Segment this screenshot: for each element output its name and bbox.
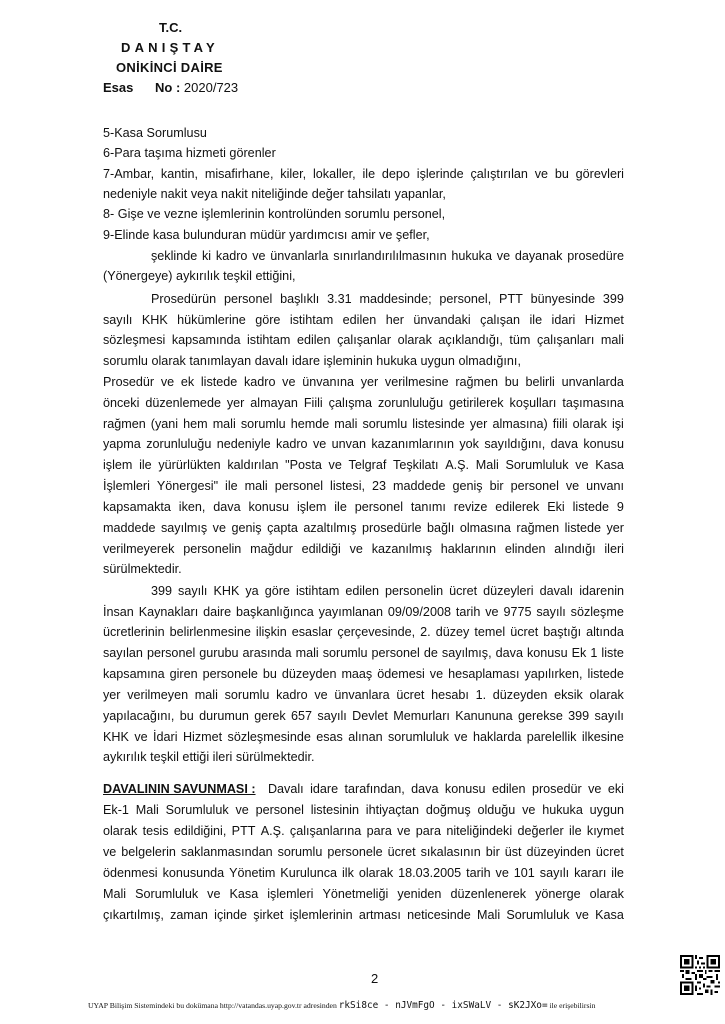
body-line: sorumlu olarak tanımlayan davalı idare işleminin hukuka uygun olmadığını, xyxy=(103,354,521,368)
header-court: DANIŞTAY xyxy=(121,40,219,55)
body-line: KHK ve İdari Hizmet sözleşmesinde esas alınan sorumluluk ve haklarda parelellik ilkesine xyxy=(103,730,624,744)
body-line: yer verilmeyen mali sorumlu kadro ve ünvanlara ücret hesabı 1. düzeyden eksik olarak xyxy=(103,688,624,702)
body-line: sayılı KHK hükümlerine göre istihtam edilen her ünvandaki çalışan ile idari Hizmet xyxy=(103,313,624,327)
body-line: İşlemleri Yönergesi" ile mali personel listesi, 23 maddede geniş bir personel ve unvanı xyxy=(103,479,624,493)
body-line: 9-Elinde kasa bulunduran müdür yardımcısı amir ve şefler, xyxy=(103,228,430,242)
qr-code-icon xyxy=(680,955,720,995)
body-line: Prosedür ve ek listede kadro ve ünvanına yer verilmesine rağmen bu belirli unvanlarda xyxy=(103,375,624,389)
body-line: 5-Kasa Sorumlusu xyxy=(103,126,207,140)
body-line: (Yönergeye) aykırılık teşkil ettiğini, xyxy=(103,269,296,283)
body-line: 7-Ambar, kantin, misafirhane, kiler, lokaller, ile depo işlerinde çalıştırılan ve bu görevleri xyxy=(103,167,624,181)
body-line: kapsamına giren personele bu düzeyden maaş ödemesi ve hesaplaması yapılırken, listede xyxy=(103,667,624,681)
body-line: yapılacağını, bu durumun gerek 657 sayılı Devlet Memurları Kanununa gerekse 399 sayılı xyxy=(103,709,624,723)
body-line: sözleşmesi kapsamında istihtam edilen çalışanlar olarak açıklandığı, tüm çalışanları mali xyxy=(103,333,624,347)
body-line: yapma zorunluluğu nedeniyle kadro ve unvan kazanımlarının yok sayıldığını, dava konusu xyxy=(103,437,624,451)
body-line: kapsamakta iken, dava konusu işlem ile personel tanımı revize edilerek Eki listede 9 xyxy=(103,500,624,514)
footer-prefix: UYAP Bilişim Sistemindeki bu dokümana http://vatandas.uyap.gov.tr adresinden xyxy=(88,1001,337,1010)
body-line: rağmen (yani hem mali sorumlu hemde mali sorumlu listesinde yer almasına) fiili olarak işi xyxy=(103,417,624,431)
header-case-number xyxy=(103,80,238,96)
body-line: aykırılık teşkil ettiği ileri sürülmektedir. xyxy=(103,750,315,764)
body-line: 399 sayılı KHK ya göre istihtam edilen personelin ücret düzeyleri davalı idarenin xyxy=(151,584,624,598)
body-line: Prosedürün personel başlıklı 3.31 maddesinde; personel, PTT bünyesinde 399 xyxy=(151,292,624,306)
body-line: olarak tesis edildiğini, PTT A.Ş. çalışanlarına para ve para niteliğindeki değerler ile kıymet xyxy=(103,824,624,838)
body-line: maddede sayılmış ve geniş çapta azaltılmış prosedürle bağlı olmasına rağmen listede yer xyxy=(103,521,624,535)
body-line: ödenmesi konusunda Yönetim Kurulunca ilk olarak 18.03.2005 tarih ve 101 sayılı kararı ile xyxy=(103,866,624,880)
case-number: 2020/723 xyxy=(183,80,239,95)
body-line: verilmeyerek personelin mağdur edildiği ve kazanılmış haklarının elinden alındığı ileri xyxy=(103,542,624,556)
body-line: çıkartılmış, zaman içinde şirket işlemlerinin artması neticesinde Mali Sorumluluk ve Kasa xyxy=(103,908,624,922)
header-tc: T.C. xyxy=(159,20,183,35)
no-label: No : xyxy=(155,80,181,95)
body-line: ve belgelerin saklanmasından sorumlu personele ücret sıkalasının bir üst düzeyinden ücret xyxy=(103,845,624,859)
body-line: İnsan Kaynakları daire başkanlığınca yayımlanan 09/09/2008 tarih ve 9775 sayılı sözleşme xyxy=(103,605,624,619)
body-line: nedeniyle nakit veya nakit niteliğinde değer tahsilatı yapanlar, xyxy=(103,187,446,201)
section-heading: DAVALININ SAVUNMASI : xyxy=(103,782,256,796)
esas-label: Esas xyxy=(103,80,134,95)
body-line: Mali Sorumluluk ve Kasa işlemleri Yönetmeliği yeniden düzenlenerek yönerge olarak xyxy=(103,887,624,901)
body-line: sürülmektedir. xyxy=(103,562,182,576)
footer-suffix: ile erişebilirsin xyxy=(549,1001,596,1010)
header-department: ONİKİNCİ DAİRE xyxy=(116,60,223,75)
body-line: Ek-1 Mali Sorumluluk ve personel listesinin ihtiyaçtan doğmuş olduğu ve hukuka uygun xyxy=(103,803,624,817)
body-line: 6-Para taşıma hizmeti görenler xyxy=(103,146,276,160)
body-line: işlem ile yürürlükten kaldırılan "Posta ve Telgraf Teşkilatı A.Ş. Mali Sorumluluk ve Kasa xyxy=(103,458,624,472)
body-line: DAVALININ SAVUNMASI : Davalı idare tarafından, dava konusu edilen prosedür ve eki xyxy=(103,782,624,796)
body-line: sayılan personel gurubu arasında mali sorumlu personel de sayılmış, dava konusu Ek 1 liste xyxy=(103,646,624,660)
page-number: 2 xyxy=(371,971,379,986)
body-line: 8- Gişe ve vezne işlemlerinin kontrolünden sorumlu personel, xyxy=(103,207,446,221)
body-line: önceki düzenlemede yer almayan Fiili çalışma zorunluluğu getirilerek koşulları taşımasına xyxy=(103,396,624,410)
body-line: şeklinde ki kadro ve ünvanlarla sınırlandırılılmasının hukuka ve dayanak prosedüre xyxy=(151,249,624,263)
body-line: ücretlerinin belirlenmesine ilişkin esaslar çerçevesinde, 2. düzey temel ücret baştığı altında xyxy=(103,625,624,639)
footer-verification xyxy=(88,1000,595,1011)
footer-code: rkSi8ce - nJVmFgO - ixSWaLV - sK2JXo= xyxy=(338,1000,548,1011)
